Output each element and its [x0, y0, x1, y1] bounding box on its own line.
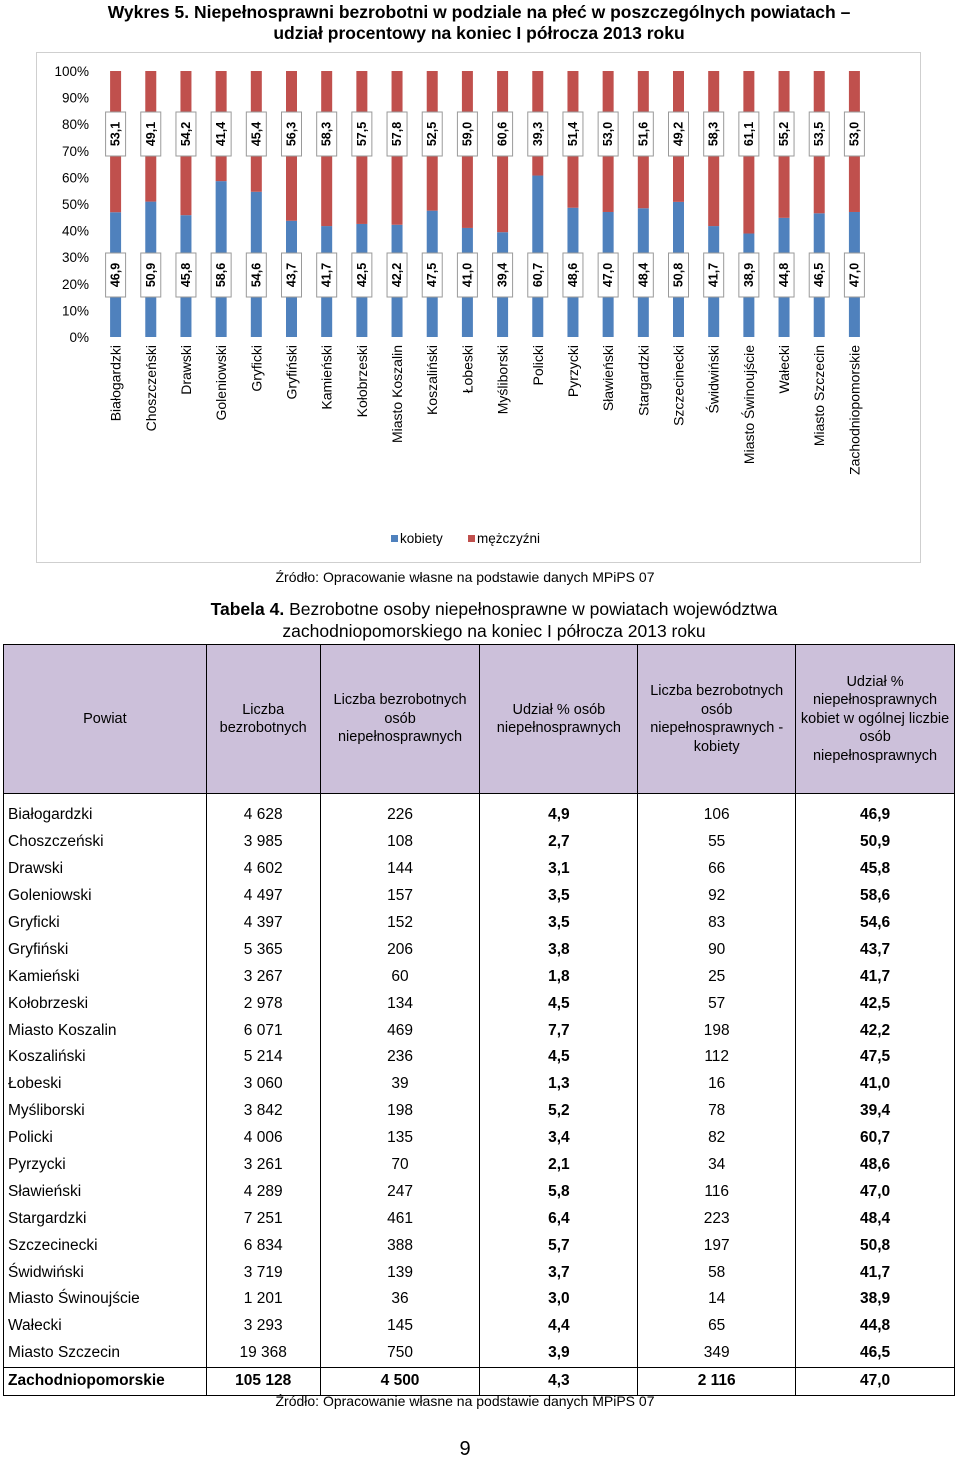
table-cell: 469	[320, 1017, 480, 1044]
table-row	[4, 883, 955, 910]
table-cell: 3 842	[206, 1098, 320, 1125]
table-cell: 206	[320, 936, 480, 963]
table-cell: 47,0	[796, 1178, 955, 1205]
row-powiat: Policki	[4, 1125, 207, 1152]
category-label: Miasto Szczecin	[811, 345, 828, 447]
table-cell: 4,4	[480, 1313, 638, 1340]
col-header-udzial: Udział % osób niepełnosprawnych	[480, 645, 638, 794]
table-cell: 3,8	[480, 936, 638, 963]
table-row	[4, 1098, 955, 1125]
figure-title-line1: Wykres 5. Niepełnosprawni bezrobotni w podziale na płeć w poszczególnych powiatach –	[107, 2, 851, 22]
data-label-kobiety: 47,0	[847, 262, 862, 288]
table-cell: 5,8	[480, 1178, 638, 1205]
total-label: Zachodniopomorskie	[4, 1367, 207, 1395]
table-cell: 3 261	[206, 1152, 320, 1179]
col-header-niepelnosprawni: Liczba bezrobotnych osób niepełnosprawnych	[320, 645, 480, 794]
data-label-mezczyzni: 45,4	[249, 121, 264, 147]
row-powiat: Kołobrzeski	[4, 990, 207, 1017]
row-powiat: Drawski	[4, 856, 207, 883]
table-title-rest: Bezrobotne osoby niepełnosprawne w powiatach województwa	[289, 599, 778, 619]
table-cell: 1,8	[480, 963, 638, 990]
table-cell: 6 071	[206, 1017, 320, 1044]
table-cell: 38,9	[796, 1286, 955, 1313]
table-cell: 134	[320, 990, 480, 1017]
table-cell: 42,2	[796, 1017, 955, 1044]
row-powiat: Stargardzki	[4, 1205, 207, 1232]
table-cell: 197	[638, 1232, 796, 1259]
table-cell: 57	[638, 990, 796, 1017]
table-cell: 349	[638, 1340, 796, 1367]
table-cell: 6,4	[480, 1205, 638, 1232]
y-tick-label: 10%	[61, 303, 89, 319]
table-cell: 3 985	[206, 829, 320, 856]
data-label-kobiety: 47,0	[601, 262, 616, 288]
row-powiat: Kamieński	[4, 963, 207, 990]
data-label-mezczyzni: 57,5	[354, 121, 369, 147]
table-cell: 750	[320, 1340, 480, 1367]
data-label-mezczyzni: 53,0	[601, 121, 616, 147]
y-tick-label: 20%	[61, 276, 89, 292]
table-row	[4, 1340, 955, 1367]
table-title	[114, 598, 874, 642]
table-cell: 3,5	[480, 910, 638, 937]
table-row	[4, 936, 955, 963]
table-cell: 4 289	[206, 1178, 320, 1205]
table-cell: 19 368	[206, 1340, 320, 1367]
row-powiat: Koszaliński	[4, 1044, 207, 1071]
table-cell: 145	[320, 1313, 480, 1340]
total-cell: 4,3	[480, 1367, 638, 1395]
table-row	[4, 1232, 955, 1259]
table-header-row	[4, 645, 955, 794]
data-label-mezczyzni: 53,1	[108, 121, 123, 147]
data-label-mezczyzni: 39,3	[530, 121, 545, 147]
data-label-kobiety: 41,7	[319, 262, 334, 288]
data-label-kobiety: 50,9	[143, 262, 158, 288]
legend-swatch-mezczyzni	[468, 535, 475, 542]
data-label-kobiety: 48,6	[565, 262, 580, 288]
table-cell: 3 719	[206, 1259, 320, 1286]
row-powiat: Gryficki	[4, 910, 207, 937]
table-cell: 5 214	[206, 1044, 320, 1071]
category-label: Gryficki	[248, 345, 265, 392]
table-cell: 14	[638, 1286, 796, 1313]
table-cell: 144	[320, 856, 480, 883]
table-cell: 60,7	[796, 1125, 955, 1152]
row-powiat: Szczecinecki	[4, 1232, 207, 1259]
table-row	[4, 1044, 955, 1071]
col-header-kobiety: Liczba bezrobotnych osób niepełnosprawnych - kobiety	[638, 645, 796, 794]
data-label-kobiety: 60,7	[530, 262, 545, 288]
total-cell: 4 500	[320, 1367, 480, 1395]
table-cell: 44,8	[796, 1313, 955, 1340]
table-cell: 2,7	[480, 829, 638, 856]
category-label: Świdwiński	[705, 345, 722, 414]
data-label-mezczyzni: 58,3	[319, 121, 334, 147]
table-cell: 3,0	[480, 1286, 638, 1313]
legend-label-mezczyzni: mężczyźni	[477, 531, 541, 546]
y-tick-label: 80%	[61, 117, 89, 133]
figure-source: Źródło: Opracowanie własne na podstawie danych MPiPS 07	[275, 569, 655, 585]
table-cell: 4 006	[206, 1125, 320, 1152]
row-powiat: Gryfiński	[4, 936, 207, 963]
table-cell: 3,4	[480, 1125, 638, 1152]
table-cell: 58	[638, 1259, 796, 1286]
table-cell: 236	[320, 1044, 480, 1071]
row-powiat: Myśliborski	[4, 1098, 207, 1125]
row-powiat: Pyrzycki	[4, 1152, 207, 1179]
legend-swatch-kobiety	[391, 535, 398, 542]
category-label: Myśliborski	[494, 345, 511, 415]
table-title-lead: Tabela 4.	[210, 599, 285, 619]
row-powiat: Sławieński	[4, 1178, 207, 1205]
stacked-bar-chart	[37, 53, 922, 564]
data-label-mezczyzni: 60,6	[495, 121, 510, 147]
y-tick-label: 50%	[61, 197, 89, 212]
category-label: Szczecinecki	[670, 345, 687, 426]
table-row	[4, 829, 955, 856]
table-cell: 247	[320, 1178, 480, 1205]
row-powiat: Białogardzki	[4, 794, 207, 829]
table-cell: 2,1	[480, 1152, 638, 1179]
table-cell: 54,6	[796, 910, 955, 937]
table-row	[4, 794, 955, 829]
table-cell: 92	[638, 883, 796, 910]
data-label-mezczyzni: 41,4	[214, 121, 229, 147]
table-cell: 1 201	[206, 1286, 320, 1313]
col-header-powiat: Powiat	[4, 645, 207, 794]
data-label-kobiety: 38,9	[741, 262, 756, 288]
table-cell: 60	[320, 963, 480, 990]
data-label-kobiety: 58,6	[214, 262, 229, 288]
data-label-kobiety: 44,8	[777, 262, 792, 288]
data-label-kobiety: 48,4	[636, 262, 651, 288]
data-label-kobiety: 46,5	[812, 262, 827, 288]
table-row	[4, 1071, 955, 1098]
table-cell: 5 365	[206, 936, 320, 963]
table-row	[4, 910, 955, 937]
data-label-kobiety: 54,6	[249, 262, 264, 288]
table-row	[4, 1205, 955, 1232]
y-tick-label: 90%	[61, 90, 89, 106]
data-label-mezczyzni: 53,0	[847, 121, 862, 147]
data-label-mezczyzni: 58,3	[706, 121, 721, 147]
row-powiat: Miasto Świnoujście	[4, 1286, 207, 1313]
category-label: Kołobrzeski	[353, 345, 370, 418]
table-cell: 43,7	[796, 936, 955, 963]
table-cell: 3,9	[480, 1340, 638, 1367]
table-cell: 226	[320, 794, 480, 829]
y-tick-label: 30%	[61, 250, 89, 266]
table-row	[4, 856, 955, 883]
category-label: Choszczeński	[142, 345, 159, 432]
data-label-mezczyzni: 49,2	[671, 121, 686, 147]
y-tick-label: 100%	[54, 64, 89, 79]
total-cell: 2 116	[638, 1367, 796, 1395]
table-cell: 34	[638, 1152, 796, 1179]
data-label-mezczyzni: 57,8	[390, 121, 405, 147]
data-label-kobiety: 46,9	[108, 262, 123, 288]
row-powiat: Miasto Szczecin	[4, 1340, 207, 1367]
table-cell: 3,5	[480, 883, 638, 910]
table-cell: 4 602	[206, 856, 320, 883]
row-powiat: Świdwiński	[4, 1259, 207, 1286]
row-powiat: Goleniowski	[4, 883, 207, 910]
row-powiat: Wałecki	[4, 1313, 207, 1340]
category-label: Zachodniopomorskie	[846, 345, 863, 475]
table-cell: 3 060	[206, 1071, 320, 1098]
table-cell: 47,5	[796, 1044, 955, 1071]
data-label-mezczyzni: 59,0	[460, 121, 475, 147]
table-cell: 461	[320, 1205, 480, 1232]
table-row	[4, 963, 955, 990]
col-header-udzial-kobiet: Udział % niepełnosprawnych kobiet w ogólnej liczbie osób niepełnosprawnych	[796, 645, 955, 794]
total-cell: 105 128	[206, 1367, 320, 1395]
table-source: Źródło: Opracowanie własne na podstawie danych MPiPS 07	[275, 1393, 655, 1409]
table-cell: 39,4	[796, 1098, 955, 1125]
table-row	[4, 990, 955, 1017]
category-label: Gryfiński	[283, 345, 300, 400]
col-header-bezrobotni: Liczba bezrobotnych	[206, 645, 320, 794]
table-row	[4, 1017, 955, 1044]
data-label-mezczyzni: 61,1	[741, 121, 756, 147]
data-label-mezczyzni: 56,3	[284, 121, 299, 147]
table-cell: 7 251	[206, 1205, 320, 1232]
table-cell: 48,6	[796, 1152, 955, 1179]
category-label: Miasto Koszalin	[389, 345, 406, 444]
data-label-kobiety: 47,5	[425, 262, 440, 288]
y-tick-label: 40%	[61, 223, 89, 239]
data-label-mezczyzni: 51,6	[636, 121, 651, 147]
table-cell: 106	[638, 794, 796, 829]
table-cell: 139	[320, 1259, 480, 1286]
data-label-kobiety: 50,8	[671, 262, 686, 288]
data-label-mezczyzni: 55,2	[777, 121, 792, 147]
figure-title	[34, 2, 924, 44]
figure-title-line2: udział procentowy na koniec I półrocza 2013 roku	[273, 23, 685, 43]
table-cell: 58,6	[796, 883, 955, 910]
table-cell: 66	[638, 856, 796, 883]
category-label: Wałecki	[776, 345, 793, 394]
table-cell: 46,9	[796, 794, 955, 829]
table-cell: 70	[320, 1152, 480, 1179]
row-powiat: Choszczeński	[4, 829, 207, 856]
table-cell: 16	[638, 1071, 796, 1098]
table-cell: 36	[320, 1286, 480, 1313]
table-cell: 198	[638, 1017, 796, 1044]
data-label-kobiety: 41,7	[706, 262, 721, 288]
table-cell: 41,7	[796, 1259, 955, 1286]
data-label-mezczyzni: 53,5	[812, 121, 827, 147]
table-cell: 50,8	[796, 1232, 955, 1259]
data-label-mezczyzni: 49,1	[143, 121, 158, 147]
data-label-mezczyzni: 54,2	[178, 121, 193, 147]
table-cell: 3 267	[206, 963, 320, 990]
table-cell: 2 978	[206, 990, 320, 1017]
table-cell: 388	[320, 1232, 480, 1259]
table-cell: 55	[638, 829, 796, 856]
table-cell: 46,5	[796, 1340, 955, 1367]
data-label-kobiety: 45,8	[178, 262, 193, 288]
table-cell: 6 834	[206, 1232, 320, 1259]
table-cell: 25	[638, 963, 796, 990]
table-cell: 65	[638, 1313, 796, 1340]
table-cell: 198	[320, 1098, 480, 1125]
table-cell: 108	[320, 829, 480, 856]
data-label-mezczyzni: 52,5	[425, 121, 440, 147]
table-cell: 41,7	[796, 963, 955, 990]
table-cell: 223	[638, 1205, 796, 1232]
table-cell: 4 497	[206, 883, 320, 910]
row-powiat: Łobeski	[4, 1071, 207, 1098]
table-cell: 157	[320, 883, 480, 910]
category-label: Goleniowski	[213, 345, 230, 421]
y-tick-label: 60%	[61, 170, 89, 186]
page-number: 9	[459, 1438, 471, 1460]
table-cell: 50,9	[796, 829, 955, 856]
y-tick-label: 0%	[69, 330, 89, 345]
table-cell: 3 293	[206, 1313, 320, 1340]
data-label-kobiety: 41,0	[460, 262, 475, 288]
table-row	[4, 1259, 955, 1286]
y-tick-label: 70%	[61, 143, 89, 159]
table-cell: 4,5	[480, 990, 638, 1017]
chart-frame	[36, 52, 921, 563]
category-label: Kamieński	[318, 345, 335, 410]
table-cell: 116	[638, 1178, 796, 1205]
table-cell: 4,5	[480, 1044, 638, 1071]
table-cell: 45,8	[796, 856, 955, 883]
table-row	[4, 1152, 955, 1179]
category-label: Drawski	[177, 345, 194, 395]
table-cell: 4 397	[206, 910, 320, 937]
table-cell: 3,1	[480, 856, 638, 883]
table-cell: 39	[320, 1071, 480, 1098]
table-total-row	[4, 1367, 955, 1395]
category-label: Sławieński	[600, 345, 617, 412]
data-label-kobiety: 43,7	[284, 262, 299, 288]
table-cell: 5,7	[480, 1232, 638, 1259]
table-row	[4, 1125, 955, 1152]
category-label: Policki	[529, 344, 546, 386]
table-cell: 4,9	[480, 794, 638, 829]
table-cell: 3,7	[480, 1259, 638, 1286]
table-cell: 78	[638, 1098, 796, 1125]
table-cell: 5,2	[480, 1098, 638, 1125]
table-cell: 42,5	[796, 990, 955, 1017]
category-label: Koszaliński	[424, 345, 441, 416]
table-cell: 4 628	[206, 794, 320, 829]
data-label-kobiety: 42,2	[390, 262, 405, 288]
category-label: Białogardzki	[107, 345, 124, 422]
table-title-line2: zachodniopomorskiego na koniec I półrocza 2013 roku	[282, 621, 706, 641]
table-cell: 7,7	[480, 1017, 638, 1044]
data-table	[3, 644, 955, 1396]
table-cell: 48,4	[796, 1205, 955, 1232]
table-cell: 82	[638, 1125, 796, 1152]
table-cell: 1,3	[480, 1071, 638, 1098]
data-label-mezczyzni: 51,4	[565, 121, 580, 147]
table-row	[4, 1286, 955, 1313]
category-label: Pyrzycki	[564, 345, 581, 398]
table-row	[4, 1313, 955, 1340]
category-label: Stargardzki	[635, 345, 652, 416]
table-row	[4, 1178, 955, 1205]
row-powiat: Miasto Koszalin	[4, 1017, 207, 1044]
table-cell: 41,0	[796, 1071, 955, 1098]
table-cell: 90	[638, 936, 796, 963]
table-cell: 152	[320, 910, 480, 937]
table-cell: 112	[638, 1044, 796, 1071]
table-cell: 83	[638, 910, 796, 937]
legend-label-kobiety: kobiety	[400, 531, 443, 546]
category-label: Miasto Świnoujście	[740, 345, 757, 465]
data-label-kobiety: 42,5	[354, 262, 369, 288]
category-label: Łobeski	[459, 345, 476, 394]
data-label-kobiety: 39,4	[495, 262, 510, 288]
table-cell: 135	[320, 1125, 480, 1152]
total-cell: 47,0	[796, 1367, 955, 1395]
